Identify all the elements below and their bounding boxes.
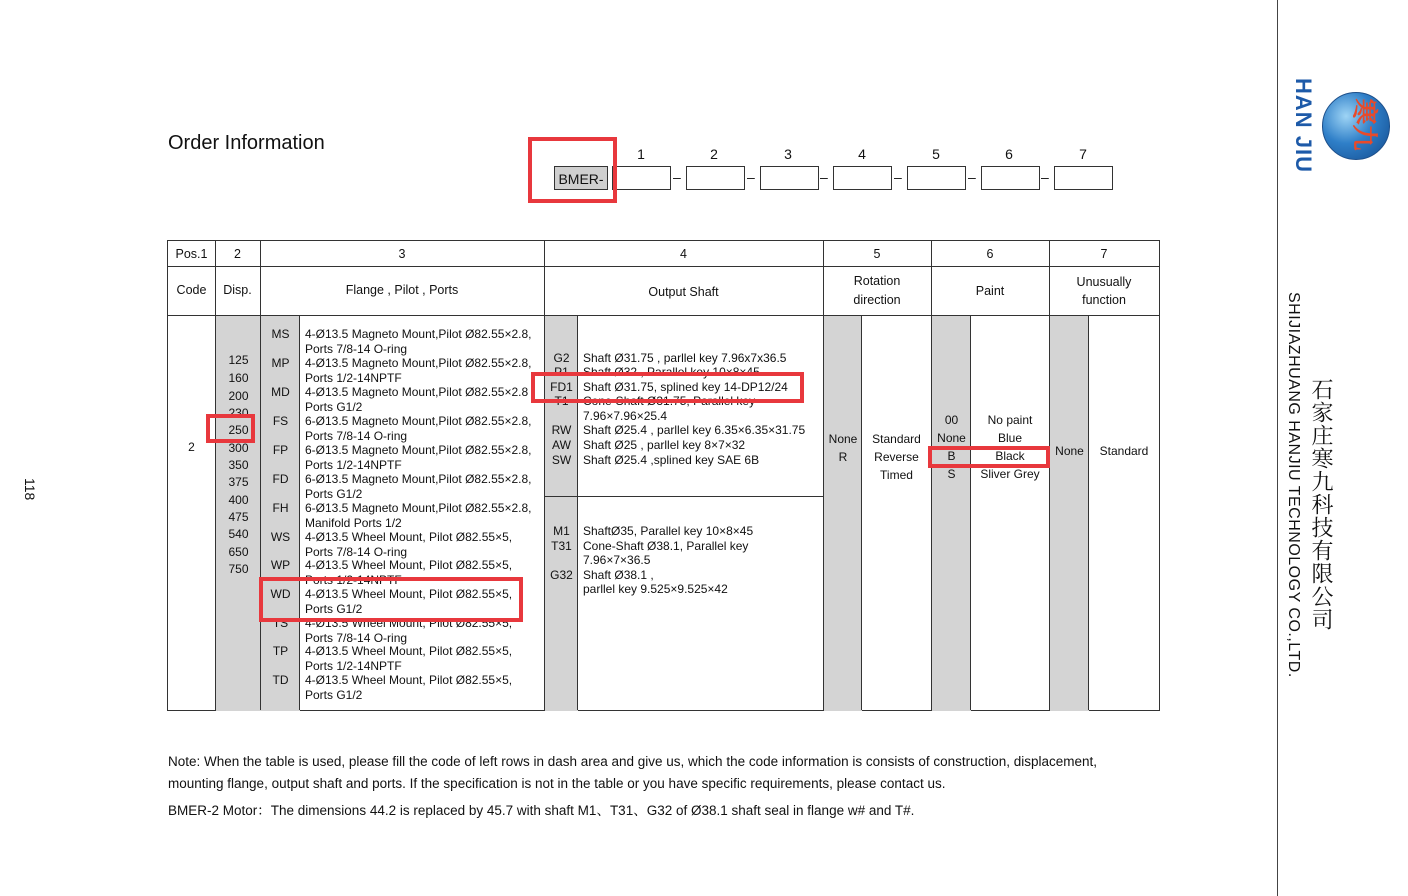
code-dash: – <box>673 169 681 185</box>
code-dash: – <box>968 169 976 185</box>
flange-desc: 6-Ø13.5 Magneto Mount,Pilot Ø82.55×2.8, Manifold Ports 1/2 <box>305 501 532 530</box>
disp-item: 230 <box>228 406 249 420</box>
flange-desc: 6-Ø13.5 Magneto Mount,Pilot Ø82.55×2.8, Ports 1/2-14NPTF <box>305 443 532 472</box>
flange-desc: 4-Ø13.5 Wheel Mount, Pilot Ø82.55×5, Ports 1/2-14NPTF <box>305 644 513 673</box>
flange-desc: 6-Ø13.5 Magneto Mount,Pilot Ø82.55×2.8, Ports 7/8-14 O-ring <box>305 414 532 443</box>
code-position-2: 2 <box>710 146 718 162</box>
rotation-code: None <box>828 432 858 446</box>
brand-name: HAN JIU <box>1291 78 1316 174</box>
flange-code: WS <box>270 530 291 544</box>
pos-3-label: 3 <box>398 247 406 261</box>
flange-code: MS <box>271 327 290 341</box>
code-field-6[interactable] <box>981 166 1040 190</box>
code-position-7: 7 <box>1079 146 1087 162</box>
note-line-3: BMER-2 Motor：The dimensions 44.2 is replaced by 45.7 with shaft M1、T31、G32 of Ø38.1 shaft seal in flange w# and T#. <box>168 803 915 818</box>
flange-code: FS <box>272 414 289 428</box>
company-name-cn: 石家庄寒九科技有限公司 <box>1309 378 1334 631</box>
note-line-2: mounting flange, output shaft and ports. If the specification is not in the table or you have specific requirements, please contact us. <box>168 776 946 791</box>
header-disp: Disp. <box>223 283 252 297</box>
paint-label: No paint <box>987 413 1033 427</box>
header-rotation-1: Rotation <box>853 274 901 288</box>
shaft-code: M1 <box>553 524 570 538</box>
shaft-code: P1 <box>554 365 569 379</box>
paint-code: B <box>947 449 956 463</box>
shaft-desc: Shaft Ø38.1 , <box>583 568 654 582</box>
unusual-code: None <box>1055 444 1084 458</box>
code-field-7[interactable] <box>1054 166 1113 190</box>
flange-code: MP <box>271 356 290 370</box>
code-position-6: 6 <box>1005 146 1013 162</box>
paint-code: S <box>947 467 956 481</box>
rotation-label: Timed <box>880 468 913 482</box>
shaft-desc: Cone-Shaft Ø38.1, Parallel key <box>583 539 749 553</box>
shaft-desc: 7.96×7.96×25.4 <box>583 409 668 423</box>
rotation-code: R <box>838 450 848 464</box>
flange-desc: 4-Ø13.5 Wheel Mount, Pilot Ø82.55×5, Ports G1/2 <box>305 587 513 616</box>
code-position-3: 3 <box>784 146 792 162</box>
flange-code: TP <box>272 644 289 658</box>
shaft-code: G32 <box>550 568 573 582</box>
page-number: 118 <box>22 478 38 501</box>
disp-item: 540 <box>228 527 249 541</box>
rotation-code-gray-col <box>824 316 862 711</box>
header-flange: Flange , Pilot , Ports <box>345 283 459 297</box>
shaft-desc: Shaft Ø25.4 , parllel key 6.35×6.35×31.75 <box>583 423 806 437</box>
disp-item: 200 <box>228 389 249 403</box>
shaft-desc: Shaft Ø25.4 ,splined key SAE 6B <box>583 453 760 467</box>
disp-item: 750 <box>228 562 249 576</box>
paint-code: 00 <box>944 413 959 427</box>
shaft-desc: ShaftØ35, Parallel key 10×8×45 <box>583 524 754 538</box>
shaft-desc: Shaft Ø31.75, splined key 14-DP12/24 <box>583 380 788 394</box>
disp-item: 350 <box>228 458 249 472</box>
code-value: 2 <box>188 440 195 454</box>
disp-item: 400 <box>228 493 249 507</box>
flange-code: MD <box>271 385 290 399</box>
code-dash: – <box>820 169 828 185</box>
unusual-label: Standard <box>1099 444 1149 458</box>
flange-desc: 4-Ø13.5 Wheel Mount, Pilot Ø82.55×5, Ports 7/8-14 O-ring <box>305 616 513 645</box>
header-output-shaft: Output Shaft <box>648 285 719 299</box>
disp-item: 125 <box>228 353 249 367</box>
pos-1-label: Pos.1 <box>175 247 208 261</box>
order-table <box>167 240 1160 711</box>
shaft-code: T31 <box>551 539 572 553</box>
flange-desc: 4-Ø13.5 Magneto Mount,Pilot Ø82.55×2.8, Ports 7/8-14 O-ring <box>305 327 532 356</box>
flange-desc: 6-Ø13.5 Magneto Mount,Pilot Ø82.55×2.8, Ports G1/2 <box>305 472 532 501</box>
disp-item: 375 <box>228 475 249 489</box>
flange-code: FP <box>272 443 289 457</box>
code-position-5: 5 <box>932 146 940 162</box>
brand-divider <box>1277 0 1278 896</box>
shaft-desc: Shaft Ø31.75 , parllel key 7.96x7x36.5 <box>583 351 787 365</box>
pos-6-label: 6 <box>986 247 994 261</box>
flange-desc: 4-Ø13.5 Magneto Mount,Pilot Ø82.55×2.8, Ports 1/2-14NPTF <box>305 356 532 385</box>
page-title: Order Information <box>168 132 325 154</box>
paint-label: Black <box>995 449 1025 463</box>
header-unusual-1: Unusually <box>1076 275 1132 289</box>
shaft-code: T1 <box>554 394 569 408</box>
disp-item: 475 <box>228 510 249 524</box>
code-field-5[interactable] <box>907 166 966 190</box>
code-dash: – <box>894 169 902 185</box>
disp-item: 250 <box>228 423 249 437</box>
code-dash: – <box>1041 169 1049 185</box>
flange-desc: 4-Ø13.5 Magneto Mount,Pilot Ø82.55×2.8 Ports G1/2 <box>305 385 529 414</box>
rotation-label: Standard <box>872 432 921 446</box>
pos-4-label: 4 <box>680 247 687 261</box>
pos-7-label: 7 <box>1100 247 1108 261</box>
disp-item: 160 <box>228 371 249 385</box>
flange-desc: 4-Ø13.5 Wheel Mount, Pilot Ø82.55×5, Ports 1/2-14NPTF <box>305 558 513 587</box>
pos-2-label: 2 <box>234 247 241 261</box>
flange-code: WD <box>270 587 291 601</box>
unusual-code-gray-col <box>1050 316 1089 711</box>
company-name-en: SHIJIAZHUANG HANJIU TECHNOLOGY CO.,LTD. <box>1285 292 1302 678</box>
paint-label: Sliver Grey <box>980 467 1040 481</box>
shaft-desc: Shaft Ø25 , parllel key 8×7×32 <box>583 438 746 452</box>
note-line-1: Note: When the table is used, please fill the code of left rows in dash area and give us, which the code information is consists of construction, displacement, <box>168 754 1098 769</box>
code-position-4: 4 <box>858 146 866 162</box>
shaft-code: G2 <box>553 351 570 365</box>
header-unusual-2: function <box>1082 293 1126 307</box>
shaft-code: FD1 <box>550 380 573 394</box>
shaft-code: SW <box>551 453 572 467</box>
flange-code: FH <box>272 501 289 515</box>
disp-item: 300 <box>228 441 249 455</box>
shaft-code: AW <box>552 438 571 452</box>
header-paint: Paint <box>975 284 1005 298</box>
code-dash: – <box>747 169 755 185</box>
code-field-2[interactable] <box>686 166 745 190</box>
disp-item: 650 <box>228 545 249 559</box>
code-field-3[interactable] <box>760 166 819 190</box>
code-position-1: 1 <box>637 146 645 162</box>
flange-code: FD <box>272 472 289 486</box>
flange-desc: 4-Ø13.5 Wheel Mount, Pilot Ø82.55×5, Ports G1/2 <box>305 673 513 702</box>
flange-code: TS <box>272 616 289 630</box>
flange-code: WP <box>270 558 291 572</box>
shaft-desc: Shaft Ø32 , Parallel key 10×8×45 <box>583 365 760 379</box>
shaft-desc: Cone-Shaft Ø31.75, Parallel key <box>583 394 756 408</box>
shaft-code: RW <box>551 423 572 437</box>
shaft-desc: 7.96×7×36.5 <box>583 553 651 567</box>
paint-code: None <box>937 431 966 445</box>
header-code: Code <box>176 283 207 297</box>
code-field-1[interactable] <box>612 166 671 190</box>
rotation-label: Reverse <box>874 450 919 464</box>
flange-desc: 4-Ø13.5 Wheel Mount, Pilot Ø82.55×5, Ports 7/8-14 O-ring <box>305 530 513 559</box>
pos-5-label: 5 <box>873 247 881 261</box>
flange-code: TD <box>272 673 289 687</box>
logo-mark: 寒九 <box>1349 98 1380 151</box>
code-prefix-box: BMER- <box>554 166 608 190</box>
paint-code-gray-col <box>932 316 971 711</box>
header-rotation-2: direction <box>853 293 901 307</box>
paint-label: Blue <box>997 431 1023 445</box>
code-field-4[interactable] <box>833 166 892 190</box>
shaft-desc: parllel key 9.525×9.525×42 <box>583 582 728 596</box>
